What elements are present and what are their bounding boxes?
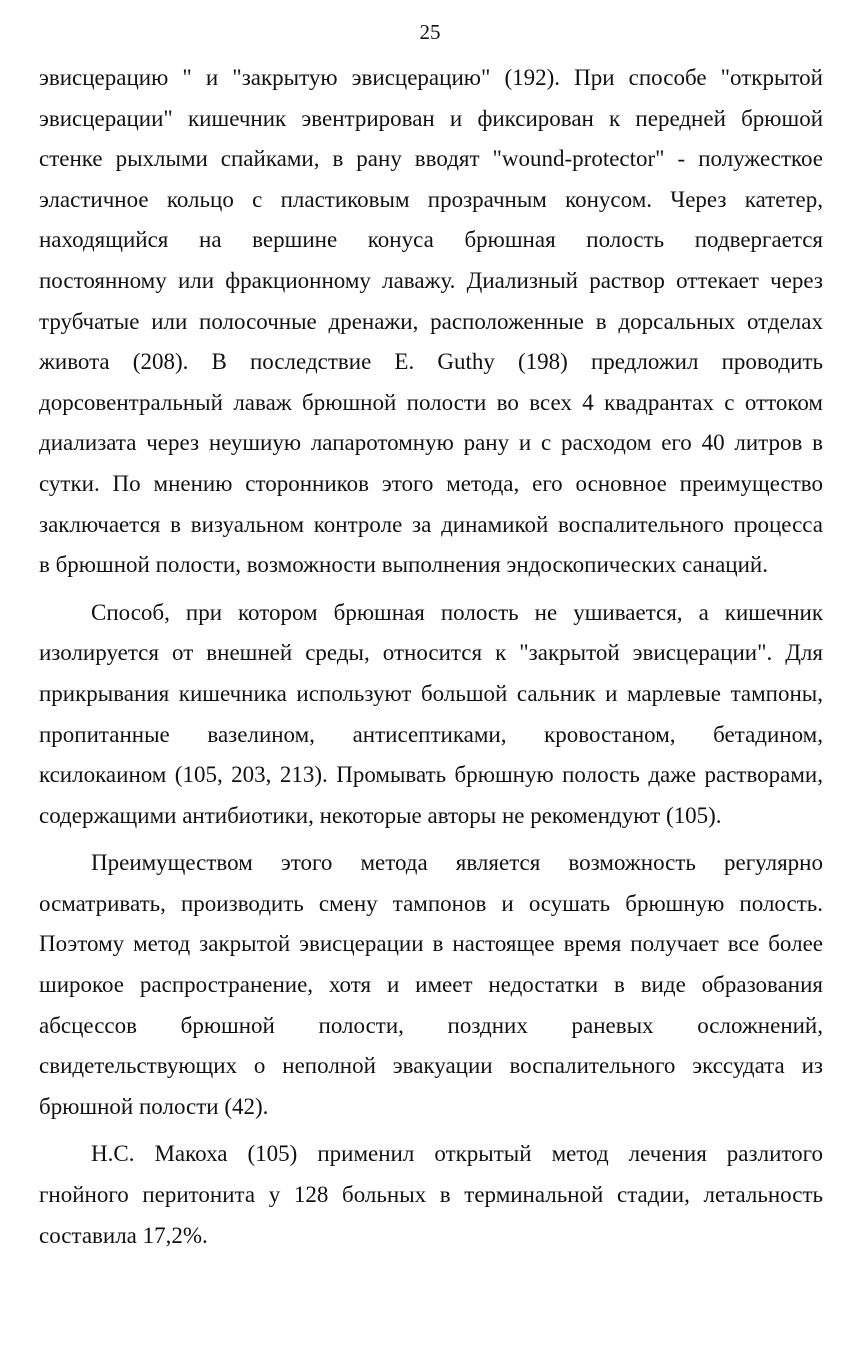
text-line: осматривать, производить смену тампонов и осушать брюшную полость. [39, 890, 823, 916]
paragraph-1 [39, 58, 823, 586]
text-line: широкое распространение, хотя и имеет недостатки в виде образования [39, 972, 823, 998]
text-line: эвисцерацию " и "закрытую эвисцерацию" (192). При способе "открытой [39, 65, 823, 90]
paragraph-2 [39, 593, 823, 837]
text-line: дорсовентральный лаваж брюшной полости во всех 4 квадрантах с оттоком [39, 389, 823, 415]
text-line: заключается в визуальном контроле за динамикой воспалительного процесса [39, 511, 823, 537]
text-line: живота (208). В последствие E. Guthy (198) предложил проводить [39, 349, 823, 375]
text-line: находящийся на вершине конуса брюшная полость подвергается [39, 227, 823, 253]
paragraph-3 [39, 843, 823, 1127]
text-line: прикрывания кишечника используют большой сальник и марлевые тампоны, [39, 680, 823, 706]
text-line: свидетельствующих о неполной эвакуации воспалительного экссудата из [39, 1053, 823, 1079]
paragraph-4 [39, 1134, 823, 1256]
text-line: эвисцерации" кишечник эвентрирован и фиксирован к передней брюшой [39, 105, 823, 131]
text-line: Поэтому метод закрытой эвисцерации в настоящее время получает все более [39, 931, 823, 957]
text-line: сутки. По мнению сторонников этого метода, его основное преимущество [39, 470, 823, 496]
body-text [39, 58, 823, 1256]
text-line: абсцессов брюшной полости, поздних раневых осложнений, [39, 1012, 823, 1038]
text-line: Н.С. Макоха (105) применил открытый метод лечения разлитого [91, 1141, 823, 1167]
text-line: эластичное кольцо с пластиковым прозрачным конусом. Через катетер, [39, 186, 823, 212]
text-line: Способ, при котором брюшная полость не ушивается, а кишечник [91, 599, 823, 625]
text-line: трубчатые или полосочные дренажи, расположенные в дорсальных отделах [39, 308, 823, 334]
text-line: составила 17,2%. [39, 1222, 208, 1248]
text-line: в брюшной полости, возможности выполнения эндоскопических санаций. [39, 552, 768, 578]
text-line: постоянному или фракционному лаважу. Диализный раствор оттекает через [39, 267, 823, 293]
text-line: пропитанные вазелином, антисептиками, кровостаном, бетадином, [39, 721, 823, 747]
text-line: гнойного перитонита у 128 больных в терминальной стадии, летальность [39, 1182, 823, 1208]
text-line: изолируется от внешней среды, относится к "закрытой эвисцерации". Для [39, 640, 823, 666]
text-line: диализата через неушиую лапаротомную рану и с расходом его 40 литров в [39, 430, 823, 456]
page-number: 25 [419, 20, 441, 44]
text-line: Преимуществом этого метода является возможность регулярно [91, 850, 823, 876]
text-line: стенке рыхлыми спайками, в рану вводят "wound-protector" - полужесткое [39, 146, 823, 172]
text-line: содержащими антибиотики, некоторые авторы не рекомендуют (105). [39, 802, 722, 828]
text-line: ксилокаином (105, 203, 213). Промывать брюшную полость даже растворами, [39, 762, 823, 788]
text-line: брюшной полости (42). [39, 1093, 269, 1119]
